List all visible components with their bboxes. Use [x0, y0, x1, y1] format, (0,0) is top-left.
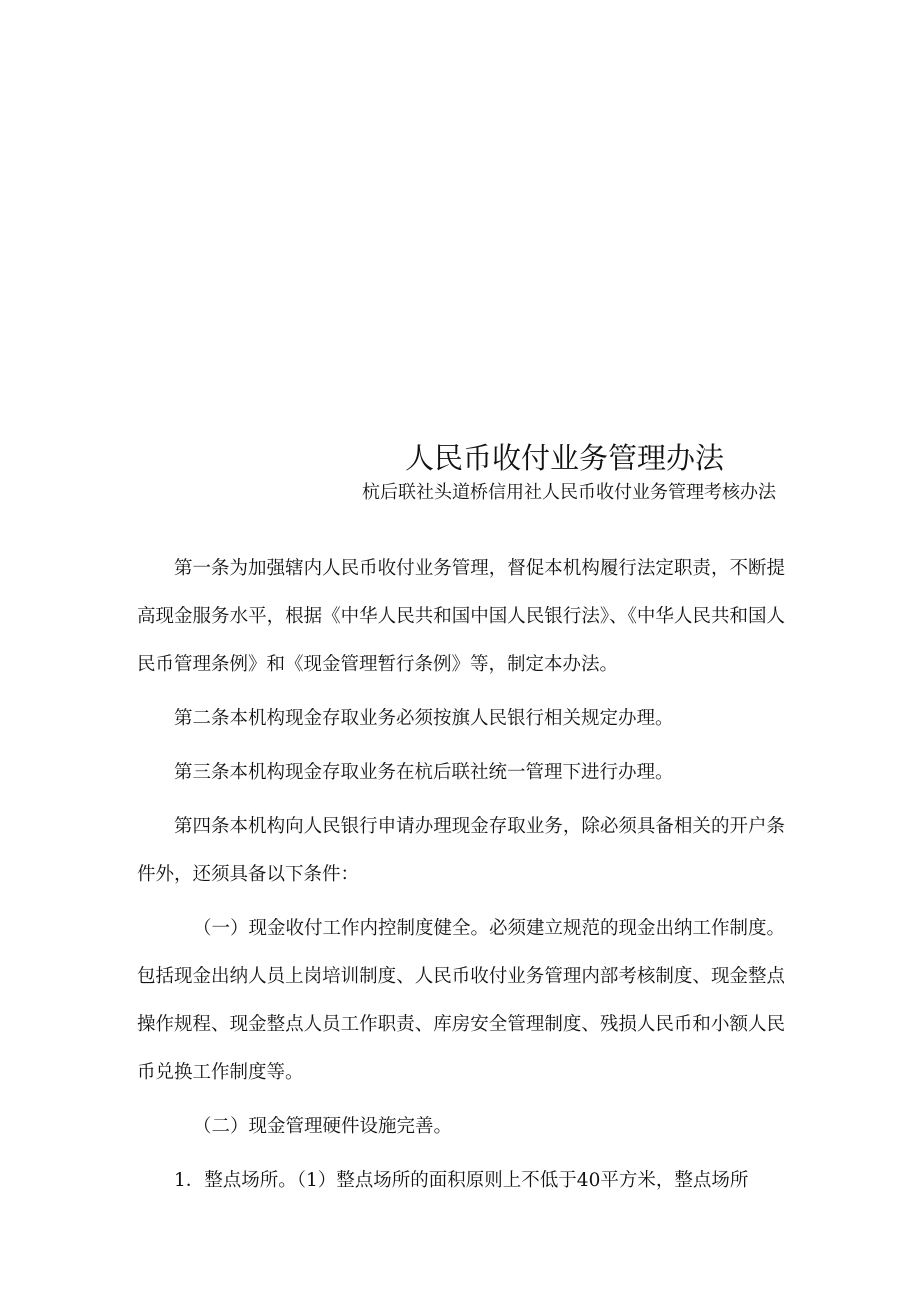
paragraph-item-2: （二）现金管理硬件设施完善。 [193, 1116, 453, 1137]
paragraph-article-1: 第一条为加强辖内人民币收付业务管理，督促本机构履行法定职责，不断提高现金服务水平，根据《中华人民共和国中国人民银行法》、《中华人民共和国人民币管理条例》和《现金管理暂行条例》等，制定本办法。 [137, 558, 785, 675]
document-title: 人民币收付业务管理办法 [405, 441, 725, 475]
paragraph-subitem-1: 1．整点场所。（1）整点场所的面积原则上不低于40平方米，整点场所 [174, 1170, 749, 1191]
document-subtitle: 杭后联社头道桥信用社人民币收付业务管理考核办法 [362, 482, 776, 503]
paragraph-article-3: 第三条本机构现金存取业务在杭后联社统一管理下进行办理。 [174, 762, 674, 783]
document-body [137, 545, 785, 1205]
paragraph-article-4: 第四条本机构向人民银行申请办理现金存取业务，除必须具备相关的开户条件外，还须具备以下条件： [137, 816, 785, 885]
paragraph-article-2: 第二条本机构现金存取业务必须按旗人民银行相关规定办理。 [174, 708, 674, 729]
paragraph-item-1: （一）现金收付工作内控制度健全。必须建立规范的现金出纳工作制度。包括现金出纳人员上岗培训制度、人民币收付业务管理内部考核制度、现金整点操作规程、现金整点人员工作职责、库房安全管理制度、残损人民币和小额人民币兑换工作制度等。 [137, 918, 786, 1083]
